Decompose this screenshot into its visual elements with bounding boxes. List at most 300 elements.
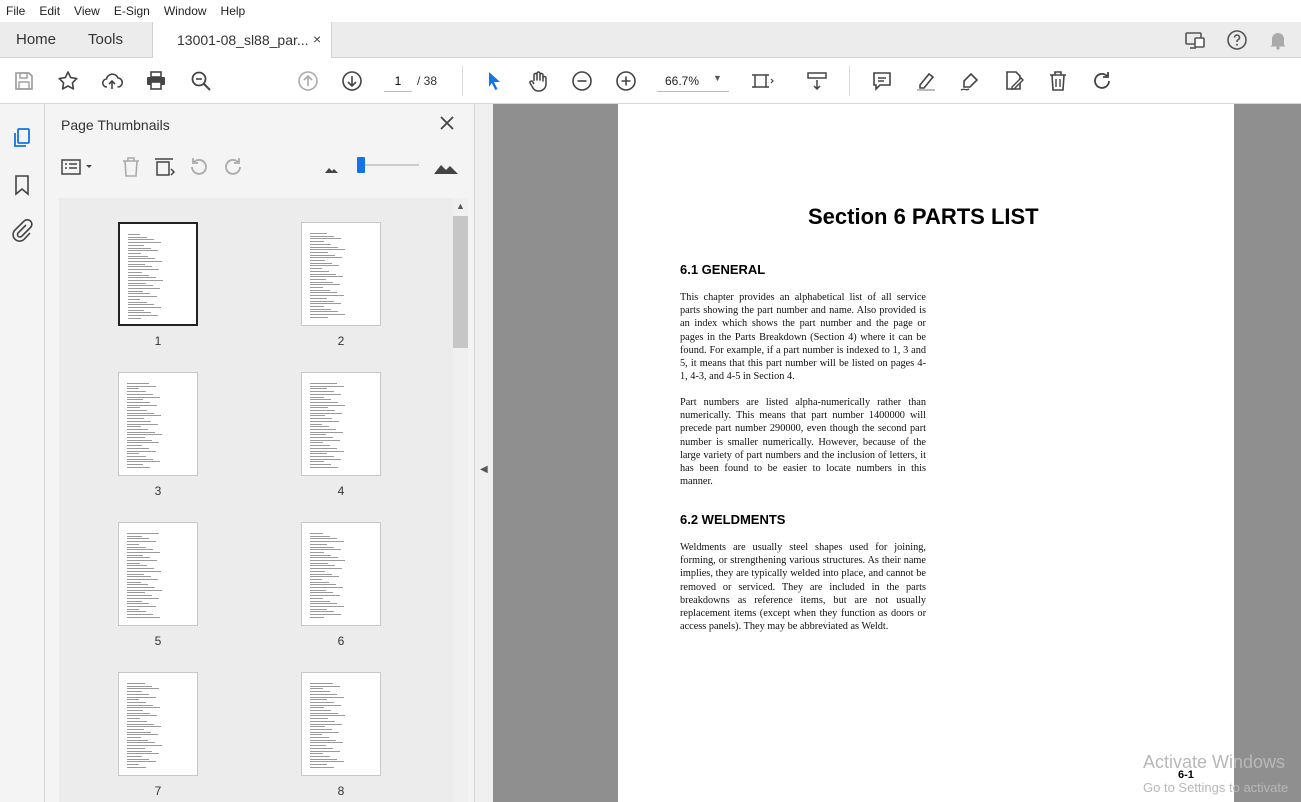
page-footer-number: 6-1 (1178, 769, 1194, 781)
cloud-upload-icon[interactable] (100, 69, 124, 93)
thumbnail-text-line (127, 688, 159, 689)
thumbnail-text-line (127, 699, 139, 700)
thumbnail-text-line (127, 442, 159, 443)
thumbnail-text-line (128, 234, 140, 235)
thumbnail-text-line (310, 705, 341, 706)
thumbnail-text-line (127, 464, 143, 465)
thumbnail-text-line (127, 410, 147, 411)
hand-tool-icon[interactable] (526, 69, 550, 93)
thumbnail-text-line (127, 424, 158, 425)
menu-window[interactable]: Window (163, 4, 207, 18)
thumbnail-text-line (310, 442, 323, 443)
scroll-up-icon[interactable]: ▲ (456, 201, 465, 211)
thumbnail-text-line (310, 402, 338, 403)
page-total: / 38 (417, 74, 438, 88)
thumbnail-text-line (310, 732, 339, 733)
thumbnail-text-line (310, 314, 345, 315)
thumbnail-text-line (127, 584, 148, 585)
page-number-input[interactable] (384, 70, 412, 92)
thumbnail-text-line (127, 437, 145, 438)
thumbnail-text-line (310, 609, 327, 610)
thumbnail-text-line (127, 579, 158, 580)
page-thumbnail[interactable] (301, 222, 381, 326)
thumbnail-text-line (128, 275, 149, 276)
thumbnail-text-line (310, 582, 329, 583)
thumbnail-size-slider-handle[interactable] (357, 157, 365, 173)
small-thumbnail-icon[interactable] (320, 155, 344, 179)
thumbnail-text-line (310, 274, 336, 275)
thumbnail-text-line (127, 555, 143, 556)
thumbnail-text-line (127, 609, 139, 610)
help-icon[interactable] (1225, 28, 1249, 52)
thumbnail-text-line (127, 614, 153, 615)
thumbnail-text-line (127, 547, 146, 548)
thumbnail-text-line (127, 421, 151, 422)
thumbnail-text-line (127, 753, 159, 754)
thumbnail-text-line (127, 568, 154, 569)
thumbnail-text-line (128, 272, 142, 273)
thumbnail-page-number: 4 (337, 484, 345, 498)
paragraph-weldments-1: Weldments are usually steel shapes used for joining, forming, or strengthening various structures. As their name implies, they are typically welded into place, and cannot be removed or serviced. They are included in the parts breakdowns as reference items, but are not usually replacement items (except when they function as doors or access panels). They may be abbreviated as Weldt. (680, 542, 926, 633)
thumbnail-text-line (310, 614, 341, 615)
thumbnail-text-line (127, 461, 160, 462)
section-heading-weldments: 6.2 WELDMENTS (680, 512, 786, 527)
page-thumbnails-panel (45, 104, 475, 802)
toolbar-divider (462, 66, 463, 96)
page-thumbnail[interactable] (118, 222, 198, 326)
thumbnail-text-line (310, 721, 335, 722)
thumbnail-text-line (310, 399, 331, 400)
thumbnail-text-line (128, 264, 145, 265)
thumbnail-text-line (310, 737, 329, 738)
thumbnail-text-line (128, 250, 158, 251)
thumbnail-text-line (310, 547, 334, 548)
page-thumbnail[interactable] (118, 522, 198, 626)
zoom-level-dropdown[interactable] (657, 70, 729, 92)
thumbnail-text-line (310, 461, 324, 462)
thumbnail-text-line (310, 445, 330, 446)
menu-bar (0, 0, 1301, 22)
thumbnail-text-line (127, 724, 154, 725)
thumbnail-text-line (127, 734, 158, 735)
thumbnail-text-line (127, 418, 144, 419)
toolbar-divider (849, 66, 850, 96)
highlight-icon[interactable] (914, 69, 938, 93)
left-navigation-rail (0, 104, 45, 802)
thumbnail-text-line (310, 418, 332, 419)
thumbnail-text-line (128, 239, 154, 240)
thumbnail-text-line (128, 291, 143, 292)
thumbnail-text-line (127, 445, 142, 446)
thumbnail-text-line (310, 611, 334, 612)
thumbnail-text-line (310, 753, 323, 754)
thumbnail-text-line (128, 312, 151, 313)
thumbnail-text-line (127, 405, 157, 406)
thumbnail-text-line (127, 691, 142, 692)
thumbnail-text-line (310, 694, 337, 695)
thumbnail-text-line (310, 415, 325, 416)
thumbnail-text-line (127, 611, 146, 612)
rotate-right-icon[interactable] (221, 155, 245, 179)
thumbnail-text-line (310, 407, 328, 408)
thumbnail-text-line (310, 383, 337, 384)
thumbnail-text-line (127, 761, 156, 762)
thumbnail-text-line (310, 434, 326, 435)
thumbnail-text-line (127, 415, 161, 416)
thumbnail-text-line (310, 426, 329, 427)
paragraph-general-1: This chapter provides an alphabetical list of all service parts showing the part number and name. Also provided is an index which shows the part number and the page or pages in the Parts Breakdown (Section 4) where it can be found. For example, if a part number is indexed to 1, 3 and 5, it means that this part number will be listed on pages 4-1, 4-3, and 4-5 in Section 4. (680, 292, 926, 383)
thumbnail-text-line (310, 724, 342, 725)
activation-watermark-title: Activate Windows (1143, 752, 1286, 772)
thumbnail-text-line (127, 587, 155, 588)
bookmark-star-icon[interactable] (56, 69, 80, 93)
tab-bar (0, 22, 1301, 58)
thumbnail-text-line (127, 560, 157, 561)
scrollbar-thumb[interactable] (453, 216, 468, 348)
thumbnail-text-line (127, 729, 144, 730)
thumbnail-text-line (310, 710, 331, 711)
thumbnail-text-line (128, 253, 141, 254)
thumbnail-text-line (127, 394, 153, 395)
thumbnail-text-line (127, 592, 145, 593)
thumbnail-text-line (310, 317, 328, 318)
thumbnail-text-line (127, 391, 146, 392)
thumbnail-text-line (310, 301, 334, 302)
thumbnail-text-line (127, 399, 143, 400)
thumbnail-text-line (310, 617, 324, 618)
thumbnail-text-line (310, 265, 339, 266)
section-heading-general: 6.1 GENERAL (680, 262, 766, 277)
thumbnail-text-line (127, 426, 141, 427)
thumbnail-text-line (310, 533, 323, 534)
thumbnail-text-line (310, 574, 332, 575)
thumbnail-text-line (310, 751, 340, 752)
thumbnail-text-line (310, 595, 340, 596)
thumbnail-text-line (128, 318, 141, 319)
thumbnail-text-line (310, 432, 343, 433)
thumbnail-text-line (127, 748, 145, 749)
thumbnail-text-line (127, 432, 155, 433)
thumbnail-scrollbar[interactable] (453, 198, 468, 802)
thumbnail-text-line (310, 745, 326, 746)
thumbnail-text-line (128, 261, 162, 262)
thumbnail-text-line (310, 451, 344, 452)
paragraph-general-2: Part numbers are listed alpha-numerically rather than numerically. This means that part number 1400000 will precede part number 290000, even though the second part number is smaller numerically. However, because of the large variety of part numbers and the inclusion of letters, it has been found to be easier to locate numbers in this manner. (680, 397, 926, 488)
thumbnail-text-line (310, 764, 327, 765)
thumbnail-text-line (127, 440, 152, 441)
attachments-icon[interactable] (10, 218, 34, 242)
thumbnail-text-line (127, 759, 149, 760)
thumbnail-text-line (127, 459, 153, 460)
thumbnail-text-line (128, 245, 144, 246)
thumbnail-text-line (127, 536, 142, 537)
thumbnail-text-line (310, 579, 322, 580)
document-tab-title: 13001-08_sl88_par... (177, 32, 309, 48)
thumbnail-text-line (128, 242, 161, 243)
page-thumbnail[interactable] (118, 672, 198, 776)
delete-page-icon[interactable] (119, 155, 143, 179)
thumbnail-text-line (127, 751, 152, 752)
thumbnail-text-line (127, 705, 153, 706)
thumbnail-text-line (310, 718, 328, 719)
thumbnail-text-line (310, 568, 342, 569)
thumbnail-text-line (127, 407, 140, 408)
tab-document[interactable] (152, 22, 332, 58)
thumbnail-text-line (310, 388, 327, 389)
thumbnail-text-line (310, 244, 331, 245)
thumbnail-text-line (127, 413, 154, 414)
thumbnail-text-line (127, 429, 148, 430)
thumbnail-text-line (310, 271, 329, 272)
thumbnail-text-line (310, 713, 338, 714)
thumbnail-text-line (310, 587, 343, 588)
thumbnail-text-line (310, 440, 340, 441)
thumbnail-text-line (127, 697, 156, 698)
thumbnail-text-line (128, 280, 163, 281)
thumbnail-size-slider-track[interactable] (359, 164, 419, 166)
thumbnail-text-line (310, 601, 330, 602)
thumbnail-text-line (127, 544, 139, 545)
thumbnail-text-line (310, 686, 340, 687)
thumbnail-text-line (128, 258, 155, 259)
thumbnail-text-line (127, 565, 147, 566)
thumbnail-text-line (127, 595, 152, 596)
thumbnail-text-line (127, 745, 162, 746)
chevron-down-icon: ▼ (713, 73, 722, 83)
thumbnail-text-line (310, 598, 323, 599)
large-thumbnail-icon[interactable] (432, 155, 460, 179)
thumbnail-text-line (127, 582, 141, 583)
thumbnail-text-line (128, 304, 154, 305)
thumbnail-text-line (127, 598, 159, 599)
thumbnail-text-line (310, 729, 332, 730)
thumbnail-text-line (310, 233, 327, 234)
thumbnail-text-line (127, 606, 156, 607)
sign-pen-icon[interactable] (958, 69, 982, 93)
thumbnail-text-line (310, 748, 333, 749)
thumbnail-text-line (310, 536, 330, 537)
notification-bell-icon[interactable] (1266, 28, 1290, 52)
page-thumbnails-icon[interactable] (10, 126, 34, 150)
thumbnail-options-icon[interactable] (59, 155, 95, 179)
thumbnail-text-line (310, 702, 334, 703)
thumbnail-text-line (127, 397, 160, 398)
thumbnail-text-line (127, 603, 149, 604)
thumbnail-text-line (310, 590, 326, 591)
thumbnail-text-line (310, 391, 334, 392)
thumbnail-text-line (127, 601, 142, 602)
thumbnail-text-line (127, 713, 150, 714)
thumbnail-text-line (128, 266, 152, 267)
thumbnail-text-line (310, 544, 327, 545)
insert-page-icon[interactable] (152, 155, 176, 179)
thumbnail-text-line (310, 241, 324, 242)
thumbnail-text-line (127, 434, 162, 435)
thumbnail-text-line (310, 295, 344, 296)
page-fit-icon[interactable] (750, 69, 774, 93)
thumbnail-text-line (127, 764, 139, 765)
thumbnail-text-line (310, 413, 342, 414)
thumbnail-text-line (310, 734, 322, 735)
thumbnail-text-line (127, 683, 145, 684)
thumbnail-text-line (310, 560, 345, 561)
thumbnail-page-number: 3 (154, 484, 162, 498)
page-thumbnail[interactable] (118, 372, 198, 476)
thumbnail-text-line (127, 557, 150, 558)
thumbnail-text-line (310, 697, 344, 698)
rotate-icon[interactable] (1090, 69, 1114, 93)
thumbnail-text-line (128, 248, 151, 249)
thumbnail-text-line (310, 707, 324, 708)
comment-icon[interactable] (870, 69, 894, 93)
thumbnail-text-line (310, 247, 338, 248)
menu-help[interactable]: Help (220, 4, 246, 18)
thumbnail-text-line (127, 541, 156, 542)
thumbnail-text-line (310, 252, 328, 253)
thumbnail-text-line (127, 467, 150, 468)
thumbnail-text-line (128, 302, 147, 303)
thumbnail-text-line (128, 310, 144, 311)
thumbnail-text-line (127, 533, 159, 534)
menu-file[interactable]: File (6, 4, 26, 18)
thumbnail-text-line (310, 603, 337, 604)
thumbnail-text-line (310, 437, 333, 438)
thumbnail-text-line (127, 402, 150, 403)
thumbnail-text-line (127, 538, 149, 539)
close-panel-icon[interactable] (437, 113, 457, 133)
previous-page-icon[interactable] (296, 69, 320, 93)
thumbnail-text-line (310, 552, 324, 553)
share-screen-icon[interactable] (1183, 28, 1207, 52)
thumbnail-text-line (127, 740, 148, 741)
collapse-left-icon[interactable]: ◀ (480, 464, 488, 475)
thumbnail-text-line (310, 276, 343, 277)
thumbnail-text-line (310, 699, 327, 700)
thumbnail-text-line (310, 249, 345, 250)
thumbnail-text-line (310, 429, 336, 430)
thumbnail-text-line (310, 576, 339, 577)
thumbnail-text-line (127, 574, 144, 575)
thumbnail-text-line (310, 405, 345, 406)
thumbnail-text-line (127, 552, 160, 553)
next-page-icon[interactable] (340, 69, 364, 93)
thumbnail-grid (59, 198, 455, 802)
tab-tools[interactable]: Tools (88, 31, 124, 48)
menu-esign[interactable]: E-Sign (113, 4, 150, 18)
thumbnail-text-line (127, 726, 161, 727)
rotate-left-icon[interactable] (187, 155, 211, 179)
thumbnail-text-line (128, 277, 156, 278)
thumbnail-text-line (310, 541, 344, 542)
thumbnail-text-line (310, 421, 339, 422)
page-thumbnail[interactable] (301, 372, 381, 476)
zoom-search-icon[interactable] (189, 69, 213, 93)
thumbnail-text-line (127, 451, 156, 452)
thumbnail-page-number: 1 (154, 334, 162, 348)
zoom-in-icon[interactable] (614, 69, 638, 93)
thumbnail-text-line (310, 290, 330, 291)
thumbnail-text-line (127, 453, 139, 454)
thumbnail-text-line (127, 590, 162, 591)
thumbnail-text-line (127, 702, 146, 703)
collapse-panel-strip[interactable] (475, 104, 493, 802)
close-tab-icon[interactable]: × (313, 31, 322, 47)
tab-home[interactable]: Home (16, 31, 57, 48)
print-icon[interactable] (144, 69, 168, 93)
thumbnail-text-line (310, 759, 337, 760)
thumbnail-text-line (310, 298, 327, 299)
thumbnail-text-line (310, 761, 344, 762)
thumbnail-text-line (310, 726, 325, 727)
thumbnail-text-line (310, 448, 337, 449)
thumbnail-page-number: 7 (154, 784, 162, 798)
document-title: Section 6 PARTS LIST (808, 204, 1039, 229)
zoom-out-icon[interactable] (570, 69, 594, 93)
thumbnail-text-line (310, 309, 331, 310)
thumbnail-text-line (310, 311, 338, 312)
thumbnail-text-line (310, 456, 334, 457)
thumbnail-text-line (127, 715, 157, 716)
thumbnail-text-line (128, 307, 161, 308)
activation-watermark-subtitle: Go to Settings to activate (1143, 780, 1289, 795)
thumbnail-text-line (310, 410, 335, 411)
page-thumbnail[interactable] (301, 522, 381, 626)
thumbnail-page-number: 6 (337, 634, 345, 648)
save-icon[interactable] (12, 69, 36, 93)
thumbnail-text-line (128, 256, 148, 257)
thumbnail-text-line (127, 737, 141, 738)
thumbnail-text-line (127, 767, 146, 768)
thumbnail-text-line (310, 683, 333, 684)
thumbnail-text-line (127, 721, 147, 722)
menu-view[interactable]: View (74, 4, 100, 18)
thumbnail-text-line (310, 467, 338, 468)
thumbnail-text-line (128, 283, 146, 284)
edit-pdf-icon[interactable] (1002, 69, 1026, 93)
thumbnail-text-line (310, 571, 325, 572)
main-toolbar (0, 58, 1301, 104)
thumbnail-text-line (310, 740, 336, 741)
thumbnail-text-line (127, 456, 146, 457)
thumbnail-page-number: 2 (337, 334, 345, 348)
thumbnail-page-number: 8 (337, 784, 345, 798)
thumbnail-text-line (310, 306, 324, 307)
thumbnail-text-line (127, 710, 143, 711)
select-cursor-icon[interactable] (482, 69, 506, 93)
thumbnail-text-line (310, 263, 332, 264)
panel-title: Page Thumbnails (61, 117, 170, 133)
delete-icon[interactable] (1046, 69, 1070, 93)
thumbnail-text-line (310, 386, 344, 387)
thumbnail-text-line (127, 383, 149, 384)
thumbnail-text-line (128, 269, 159, 270)
thumbnail-text-line (127, 563, 140, 564)
thumbnail-text-line (310, 394, 341, 395)
thumbnail-text-line (310, 563, 328, 564)
bookmarks-icon[interactable] (10, 173, 34, 197)
thumbnail-text-line (310, 255, 335, 256)
thumbnail-text-line (310, 715, 345, 716)
thumbnail-text-line (310, 282, 333, 283)
scroll-mode-icon[interactable] (805, 69, 829, 93)
thumbnail-text-line (310, 303, 341, 304)
thumbnail-text-line (310, 268, 322, 269)
thumbnail-text-line (127, 732, 151, 733)
thumbnail-text-line (310, 236, 334, 237)
menu-edit[interactable]: Edit (39, 4, 61, 18)
thumbnail-text-line (128, 237, 147, 238)
page-thumbnail[interactable] (301, 672, 381, 776)
